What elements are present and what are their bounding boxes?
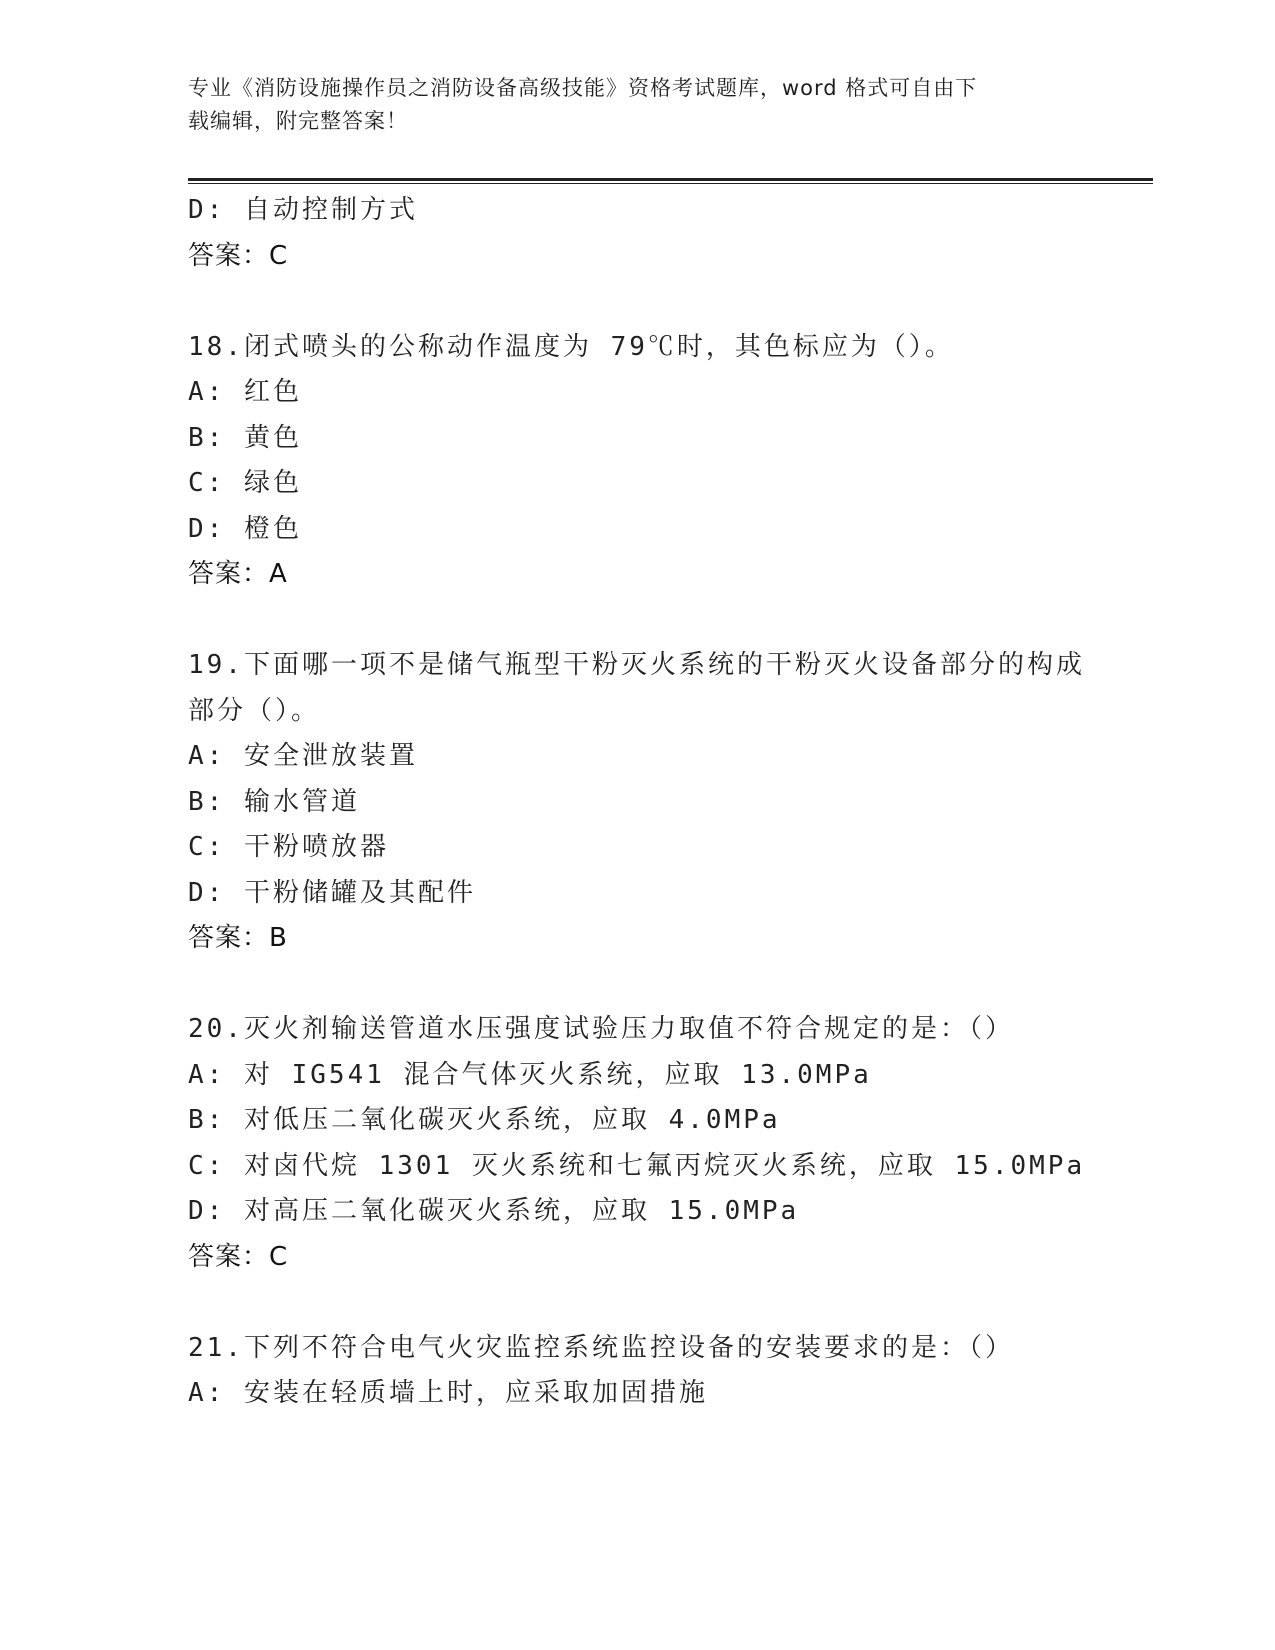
question-stem: 21.下列不符合电气火灾监控系统监控设备的安装要求的是：（） — [188, 1332, 1014, 1363]
option-a: A: 红色 — [188, 377, 302, 407]
answer-line: 答案：C — [188, 1241, 289, 1272]
header-line-1: 专业《消防设施操作员之消防设备高级技能》资格考试题库，word 格式可自由下 — [188, 76, 978, 100]
question-content — [188, 188, 1088, 1417]
header-divider-thin — [188, 183, 1153, 184]
option-d: D: 对高压二氧化碳灭火系统，应取 15.0MPa — [188, 1196, 800, 1226]
option-b: B: 对低压二氧化碳灭火系统，应取 4.0MPa — [188, 1105, 781, 1135]
question-stem: 18.闭式喷头的公称动作温度为 79℃时，其色标应为（）。 — [188, 331, 954, 362]
option-c: C: 对卤代烷 1301 灭火系统和七氟丙烷灭火系统，应取 15.0MPa — [188, 1150, 1086, 1181]
question-stem: 19.下面哪一项不是储气瓶型干粉灭火系统的干粉灭火设备部分的构成 — [188, 650, 1085, 680]
option-a: A: 安全泄放装置 — [188, 741, 418, 771]
option-d: D: 干粉储罐及其配件 — [188, 877, 476, 908]
answer-line: 答案：C — [188, 240, 289, 271]
option-a: A: 对 IG541 混合气体灭火系统，应取 13.0MPa — [188, 1059, 872, 1090]
option-d: D: 自动控制方式 — [188, 195, 418, 225]
option-b: B: 黄色 — [188, 422, 302, 453]
question-stem: 20.灭火剂输送管道水压强度试验压力取值不符合规定的是：（） — [188, 1014, 1014, 1044]
question-stem-continued: 部分（）。 — [188, 695, 321, 726]
document-header — [188, 72, 1088, 138]
option-a: A: 安装在轻质墙上时，应采取加固措施 — [188, 1378, 708, 1408]
answer-line: 答案：B — [188, 923, 288, 953]
option-c: C: 干粉喷放器 — [188, 832, 389, 862]
spacer — [188, 1280, 1088, 1326]
option-b: B: 输水管道 — [188, 786, 360, 817]
answer-line: 答案：A — [188, 559, 288, 589]
option-c: C: 绿色 — [188, 468, 302, 498]
spacer — [188, 279, 1088, 325]
spacer — [188, 962, 1088, 1008]
spacer — [188, 598, 1088, 644]
header-line-2: 载编辑，附完整答案！ — [188, 109, 408, 133]
header-divider-thick — [188, 178, 1153, 181]
option-d: D: 橙色 — [188, 513, 302, 544]
